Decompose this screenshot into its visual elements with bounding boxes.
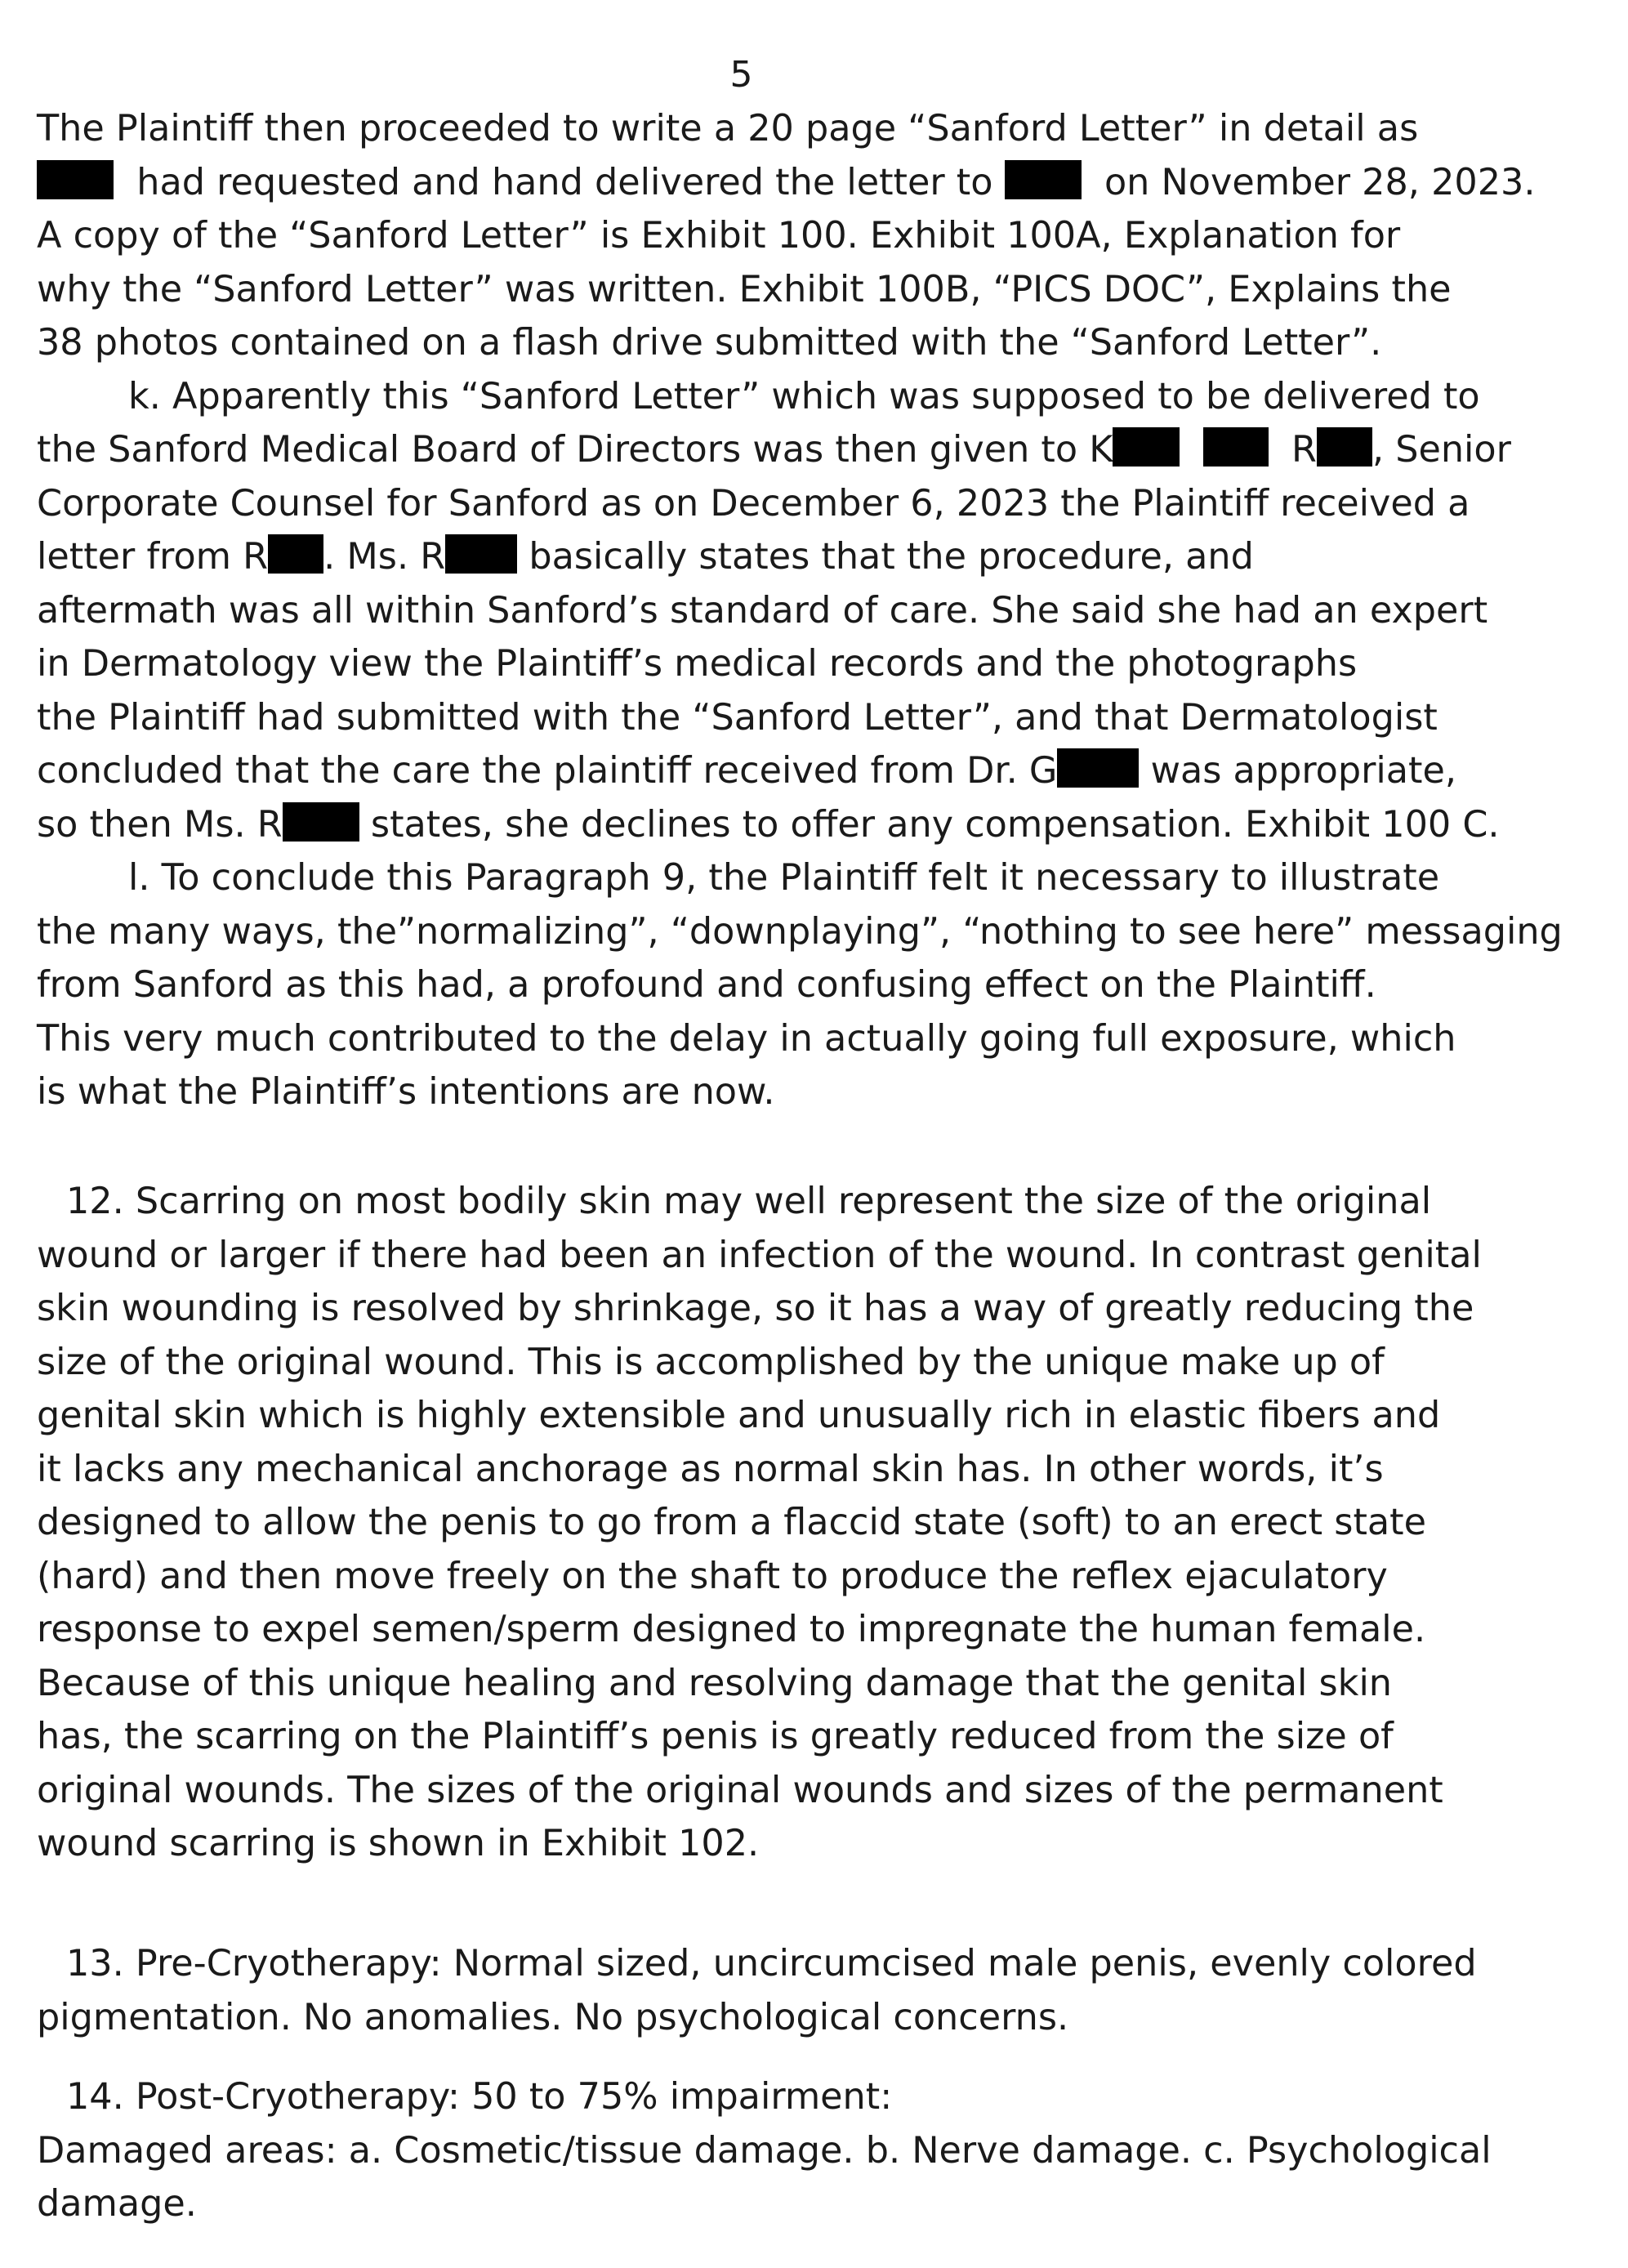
text-fragment: was appropriate, — [1139, 750, 1457, 792]
text-line: A copy of the “Sanford Letter” is Exhibit 100. Exhibit 100A, Explanation for — [37, 215, 1401, 257]
redaction-box — [445, 534, 517, 574]
text-fragment: . Ms. R — [323, 536, 446, 578]
text-line: from Sanford as this had, a profound and confusing effect on the Plaintiff. — [37, 964, 1376, 1006]
section-paragraph-13 — [37, 1937, 1605, 2044]
paragraph-12-start: 12. Scarring on most bodily skin may well represent the size of the original — [66, 1181, 1432, 1222]
text-fragment: , Senior — [1372, 429, 1511, 471]
text-line: is what the Plaintiff’s intentions are now. — [37, 1071, 775, 1113]
text-line: aftermath was all within Sanford’s standard of care. She said she had an expert — [37, 589, 1488, 632]
paragraph-k-start: k. Apparently this “Sanford Letter” which was supposed to be delivered to — [128, 375, 1480, 417]
text-fragment: the Sanford Medical Board of Directors was then given to K — [37, 429, 1113, 471]
text-line: original wounds. The sizes of the original wounds and sizes of the permanent — [37, 1769, 1443, 1811]
text-fragment: letter from R — [37, 536, 269, 578]
paragraph-l-start: l. To conclude this Paragraph 9, the Plaintiff felt it necessary to illustrate — [128, 857, 1440, 899]
redaction-box — [1317, 427, 1372, 467]
paragraph-13-start: 13. Pre-Cryotherapy: Normal sized, uncircumcised male penis, evenly colored — [66, 1943, 1477, 1984]
text-line — [37, 423, 1605, 477]
redaction-box — [1113, 427, 1180, 467]
text-line: damage. — [37, 2183, 197, 2225]
text-fragment: had requested and hand delivered the letter to — [136, 161, 993, 203]
text-line: size of the original wound. This is accomplished by the unique make up of — [37, 1341, 1385, 1383]
text-line: (hard) and then move freely on the shaft to produce the reflex ejaculatory — [37, 1555, 1388, 1597]
redaction-box — [1203, 427, 1269, 467]
text-line: wound or larger if there had been an infection of the wound. In contrast genital — [37, 1234, 1482, 1276]
text-line: skin wounding is resolved by shrinkage, so it has a way of greatly reducing the — [37, 1288, 1474, 1329]
text-fragment: basically states that the procedure, and — [517, 536, 1254, 578]
text-line: it lacks any mechanical anchorage as normal skin has. In other words, it’s — [37, 1448, 1384, 1490]
text-line: The Plaintiff then proceeded to write a 20 page “Sanford Letter” in detail as — [37, 108, 1419, 150]
text-fragment: states, she declines to offer any compensation. Exhibit 100 C. — [359, 803, 1500, 846]
text-line: has, the scarring on the Plaintiff’s penis is greatly reduced from the size of — [37, 1716, 1394, 1757]
text-line: 38 photos contained on a flash drive submitted with the “Sanford Letter”. — [37, 322, 1382, 364]
text-fragment: on November 28, 2023. — [1104, 161, 1536, 203]
text-line — [37, 530, 1605, 584]
text-line: the many ways, the”normalizing”, “downplaying”, “nothing to see here” messaging — [37, 910, 1563, 953]
text-line — [37, 798, 1605, 852]
text-line — [37, 744, 1605, 798]
text-line: the Plaintiff had submitted with the “Sanford Letter”, and that Dermatologist — [37, 696, 1438, 739]
text-fragment: so then Ms. R — [37, 803, 283, 846]
redaction-box — [1057, 748, 1139, 788]
text-line: pigmentation. No anomalies. No psychological concerns. — [37, 1996, 1069, 2038]
section-paragraph-14 — [37, 2070, 1605, 2231]
redaction-box — [283, 802, 359, 842]
section-paragraph-12 — [37, 1175, 1605, 1871]
section-paragraph-sanford-letter — [37, 102, 1605, 1119]
redaction-box — [1005, 160, 1082, 199]
page-number: 5 — [729, 54, 753, 96]
text-line: This very much contributed to the delay in actually going full exposure, which — [37, 1017, 1456, 1060]
text-line — [37, 156, 1605, 210]
paragraph-14-start: 14. Post-Cryotherapy: 50 to 75% impairment: — [66, 2076, 893, 2118]
text-line: response to expel semen/sperm designed to impregnate the human female. — [37, 1609, 1426, 1650]
text-line: genital skin which is highly extensible and unusually rich in elastic fibers and — [37, 1395, 1441, 1436]
text-line: Damaged areas: a. Cosmetic/tissue damage. b. Nerve damage. c. Psychological — [37, 2129, 1492, 2172]
text-fragment: concluded that the care the plaintiff received from Dr. G — [37, 750, 1058, 792]
redaction-box — [268, 534, 323, 574]
text-line: in Dermatology view the Plaintiff’s medical records and the photographs — [37, 643, 1358, 685]
text-fragment: R — [1291, 429, 1317, 471]
text-line: why the “Sanford Letter” was written. Exhibit 100B, “PICS DOC”, Explains the — [37, 268, 1452, 310]
redaction-box — [37, 160, 114, 199]
text-line: Corporate Counsel for Sanford as on December 6, 2023 the Plaintiff received a — [37, 482, 1470, 525]
text-line: Because of this unique healing and resolving damage that the genital skin — [37, 1662, 1393, 1704]
text-line: wound scarring is shown in Exhibit 102. — [37, 1823, 760, 1864]
text-line: designed to allow the penis to go from a flaccid state (soft) to an erect state — [37, 1502, 1426, 1543]
